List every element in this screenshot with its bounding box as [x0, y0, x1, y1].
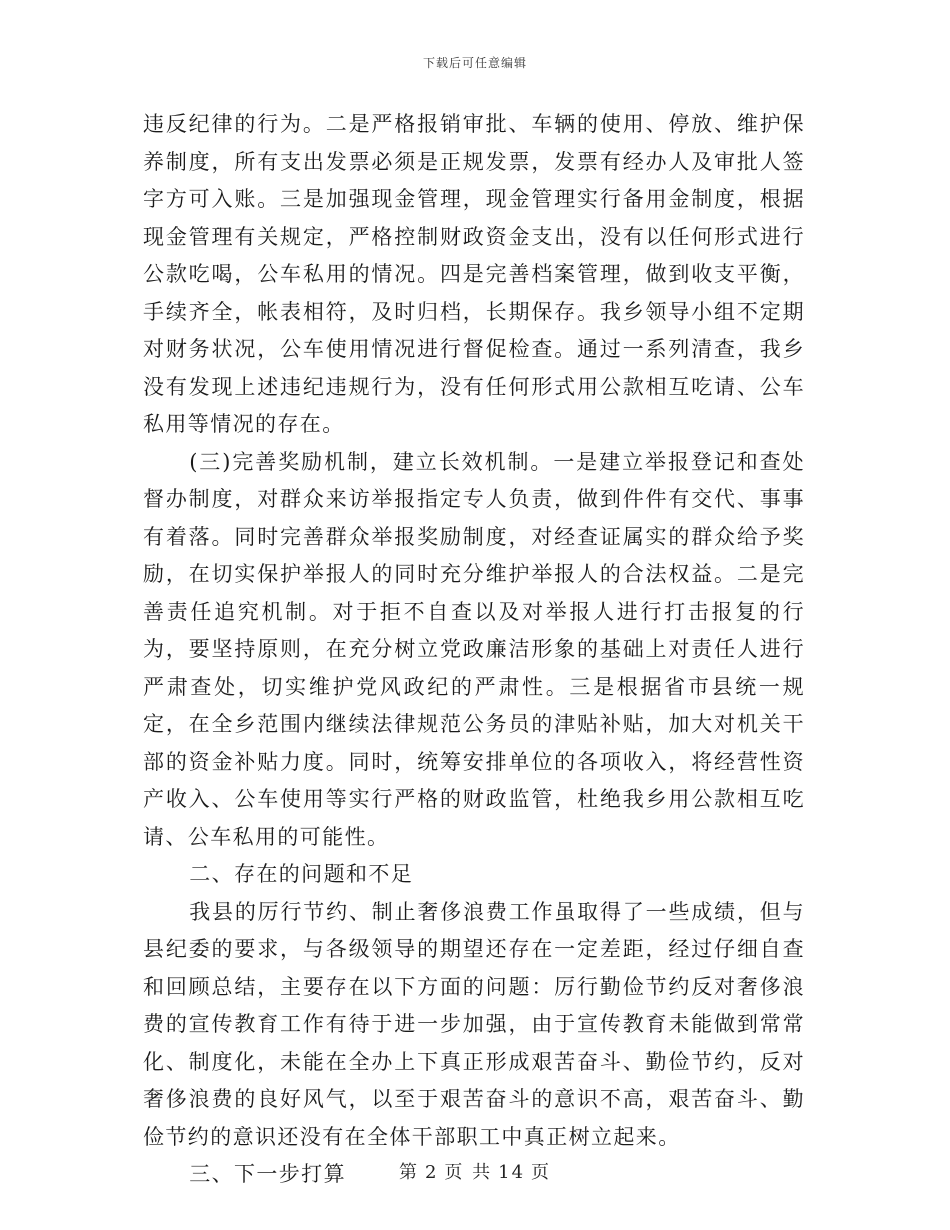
- body-paragraph-3: 我县的厉行节约、制止奢侈浪费工作虽取得了一些成绩，但与县纪委的要求，与各级领导的期望还存在一定差距，经过仔细自查和回顾总结，主要存在以下方面的问题：厉行勤俭节约反对奢侈浪费的宣传教育工作有待于进一步加强，由于宣传教育未能做到常常化、制度化，未能在全办上下真正形成艰苦奋斗、勤俭节约，反对奢侈浪费的良好风气，以至于艰苦奋斗的意识不高，艰苦奋斗、勤俭节约的意识还没有在全体干部职工中真正树立起来。: [143, 899, 805, 1149]
- page-header: 下载后可任意编辑: [422, 56, 527, 70]
- footer-total-pages: 14: [498, 1162, 526, 1183]
- document-body: [143, 106, 805, 1194]
- footer-middle: 页 共: [444, 1162, 493, 1183]
- section-heading-next-steps: 三、下一步打算: [189, 1162, 346, 1186]
- footer-suffix: 页: [531, 1162, 552, 1183]
- section-heading-problems: 二、存在的问题和不足: [189, 862, 414, 886]
- footer-prefix: 第: [398, 1162, 419, 1183]
- body-paragraph-2: (三)完善奖励机制，建立长效机制。一是建立举报登记和查处督办制度，对群众来访举报指定专人负责，做到件件有交代、事事有着落。同时完善群众举报奖励制度，对经查证属实的群众给予奖励，在切实保护举报人的同时充分维护举报人的合法权益。二是完善责任追究机制。对于拒不自查以及对举报人进行打击报复的行为，要坚持原则，在充分树立党政廉洁形象的基础上对责任人进行严肃查处，切实维护党风政纪的严肃性。三是根据省市县统一规定，在全乡范围内继续法律规范公务员的津贴补贴，加大对机关干部的资金补贴力度。同时，统筹安排单位的各项收入，将经营性资产收入、公车使用等实行严格的财政监管，杜绝我乡用公款相互吃请、公车私用的可能性。: [143, 449, 805, 849]
- page-footer: [0, 1158, 950, 1184]
- body-paragraph-1: 违反纪律的行为。二是严格报销审批、车辆的使用、停放、维护保养制度，所有支出发票必须是正规发票，发票有经办人及审批人签字方可入账。三是加强现金管理，现金管理实行备用金制度，根据现金管理有关规定，严格控制财政资金支出，没有以任何形式进行公款吃喝，公车私用的情况。四是完善档案管理，做到收支平衡，手续齐全，帐表相符，及时归档，长期保存。我乡领导小组不定期对财务状况，公车使用情况进行督促检查。通过一系列清查，我乡没有发现上述违纪违规行为，没有任何形式用公款相互吃请、公车私用等情况的存在。: [143, 112, 805, 436]
- footer-current-page: 2: [424, 1162, 439, 1183]
